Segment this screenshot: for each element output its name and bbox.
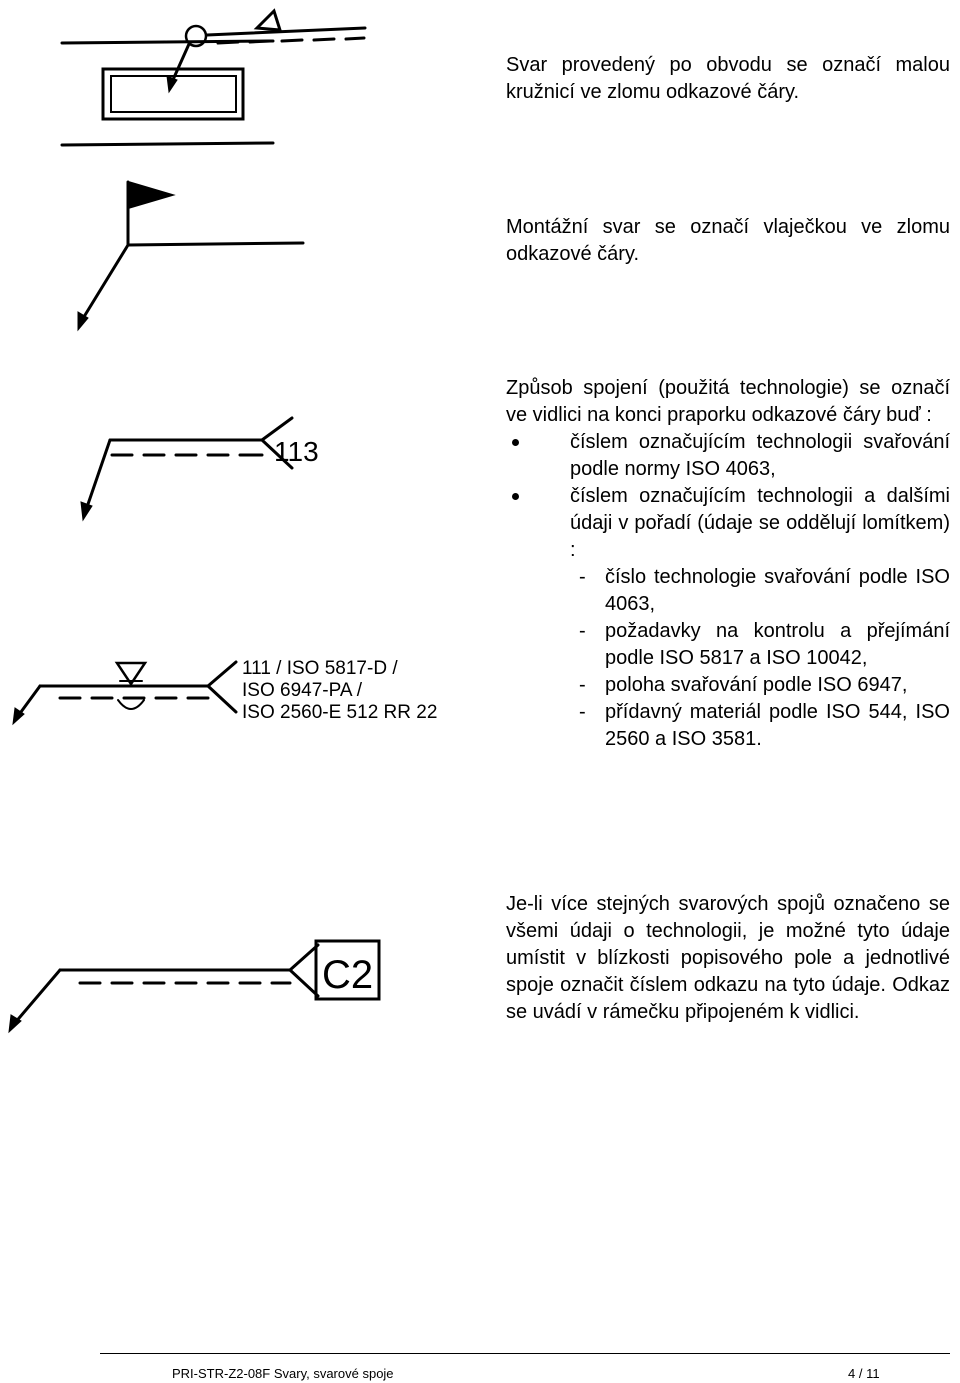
paragraph: Je-li více stejných svarových spojů označeno se všemi údaji o technologii, je možné tyto údaje umístit v blízkosti popisového pole a jednotlivé spoje označit číslem odkazu na tyto údaje. Odkaz se uvádí v rámečku připojeném k vidlici. [506, 893, 950, 1023]
figure-process-113 [81, 418, 292, 520]
dash-list [506, 564, 950, 753]
figure-weld-all-around [62, 11, 365, 145]
list-item-text: číslem označujícím technologii a dalšími údaji v pořadí (údaje se oddělují lomítkem) : [570, 485, 950, 561]
footer-page-number: 4 / 11 [848, 1366, 880, 1381]
paragraph: Svar provedený po obvodu se označí malou kružnicí ve zlomu odkazové čáry. [506, 54, 950, 103]
page-footer [100, 1353, 950, 1381]
list-item [506, 483, 950, 564]
paragraph: Montážní svar se označí vlaječkou ve zlomu odkazové čáry. [506, 216, 950, 265]
list-item: - požadavky na kontrolu a přejímání podle ISO 5817 a ISO 10042, [506, 618, 950, 672]
figure-4-line-2: ISO 6947-PA / [242, 680, 363, 701]
figure-4-line-1: 111 / ISO 5817-D / [242, 658, 398, 679]
text-block-weld-all-around [506, 52, 950, 106]
list-item: - poloha svařování podle ISO 6947, [506, 672, 950, 699]
list-item: číslem označujícím technologii svařování podle normy ISO 4063, [506, 429, 950, 483]
text-block-reference [506, 891, 950, 1026]
list-item: - přídavný materiál podle ISO 544, ISO 2560 a ISO 3581. [506, 699, 950, 753]
text-block-process [506, 375, 950, 753]
figure-3-label: 113 [274, 436, 319, 467]
paragraph-intro: Způsob spojení (použitá technologie) se označí ve vidlici na konci praporku odkazové čáry buď : [506, 377, 950, 426]
figure-4-line-3: ISO 2560-E 512 RR 22 [242, 702, 438, 723]
figure-process-extended [13, 662, 236, 724]
footer-doc-title: PRI-STR-Z2-08F Svary, svarové spoje [172, 1366, 394, 1381]
bullet-list [506, 429, 950, 564]
figure-site-weld [78, 182, 303, 330]
list-item: - číslo technologie svařování podle ISO 4063, [506, 564, 950, 618]
figure-5-label: C2 [322, 953, 374, 997]
text-block-site-weld [506, 214, 950, 268]
